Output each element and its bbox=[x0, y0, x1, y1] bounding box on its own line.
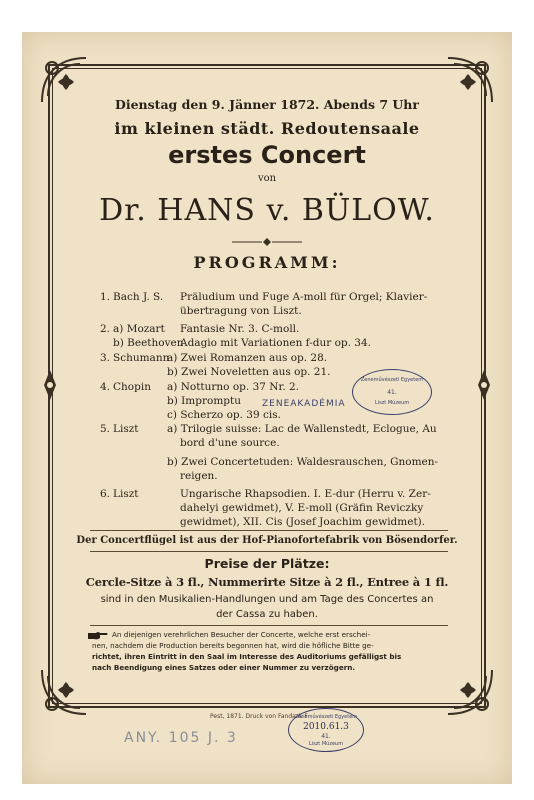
item-work-line: b) Zwei Concertetuden: Waldesrauschen, Gnomen- bbox=[167, 456, 439, 468]
item-work-line: dahelyi gewidmet), V. E-moll (Gräfin Reviczky bbox=[180, 502, 424, 514]
stamp-overlay-text: ZENEAKADÉMIA bbox=[262, 399, 346, 409]
notice-line: nach Beendigung eines Satzes oder einer Nummer zu verzögern. bbox=[92, 663, 356, 672]
prices-heading: Preise der Plätze: bbox=[204, 556, 330, 571]
prices-line: sind in den Musikalien-Handlungen und am Tage des Concertes an bbox=[100, 594, 434, 605]
item-composer: Chopin bbox=[113, 381, 151, 393]
item-work-line: gewidmet), XII. Cis (Josef Joachim gewidmet). bbox=[180, 516, 426, 528]
divider bbox=[90, 551, 448, 552]
prices-line: der Cassa zu haben. bbox=[216, 609, 318, 620]
item-number: 6. bbox=[100, 488, 111, 500]
pointing-hand-icon bbox=[88, 630, 108, 640]
item-number: 3. bbox=[100, 352, 111, 364]
side-ornament-left bbox=[43, 370, 57, 400]
item-composer: Bach J. S. bbox=[113, 291, 164, 303]
notice-line: richtet, ihren Eintritt in den Saal im Interesse des Auditoriums gefälligst bis bbox=[92, 652, 402, 661]
museum-stamp bbox=[288, 708, 364, 752]
item-work-line: übertragung von Liszt. bbox=[180, 305, 302, 317]
corner-ornament-bottom-right bbox=[444, 666, 496, 718]
printer-line: Pest, 1871. Druck von Fanda & F bbox=[210, 713, 308, 720]
program-heading: PROGRAMM: bbox=[193, 253, 341, 272]
museum-stamp bbox=[352, 369, 432, 415]
by-label: von bbox=[257, 173, 277, 184]
title-rule bbox=[232, 238, 302, 246]
item-composer: b) Beethoven bbox=[113, 337, 184, 349]
item-work-line: a) Notturno op. 37 Nr. 2. bbox=[167, 381, 300, 393]
item-work-line: a) Trilogie suisse: Lac de Wallenstedt, Eclogue, Au bbox=[167, 423, 437, 435]
item-number: 4. bbox=[100, 381, 111, 393]
item-work-line: Ungarische Rhapsodien. I. E-dur (Herru v. Zer- bbox=[180, 488, 431, 500]
stamp-text: Zeneművészeti Egyetem bbox=[360, 377, 424, 383]
notice-line: nen, nachdem die Production bereits begonnen hat, wird die höfliche Bitte ge- bbox=[92, 641, 374, 650]
item-work-line: b) Zwei Noveletten aus op. 21. bbox=[167, 366, 331, 378]
item-number: 2. bbox=[100, 323, 111, 335]
piano-note: Der Concertflügel ist aus der Hof-Pianofortefabrik von Bösendorfer. bbox=[76, 535, 458, 546]
item-work-line: Fantasie Nr. 3. C-moll. bbox=[180, 323, 300, 335]
side-ornament-right bbox=[477, 370, 491, 400]
item-composer: Liszt bbox=[113, 488, 139, 500]
performer-name: Dr. HANS v. BÜLOW. bbox=[99, 193, 435, 228]
item-work-line: Adagio mit Variationen f-dur op. 34. bbox=[180, 337, 371, 349]
divider bbox=[90, 530, 448, 531]
item-work-line: Präludium und Fuge A-moll für Orgel; Klavier- bbox=[180, 291, 428, 303]
corner-ornament-bottom-left bbox=[38, 666, 90, 718]
item-composer: Schumann bbox=[113, 352, 170, 364]
item-number: 1. bbox=[100, 291, 111, 303]
divider bbox=[90, 625, 448, 626]
venue-line: im kleinen städt. Redoutensaale bbox=[114, 119, 420, 138]
notice-line: An diejenigen verehrlichen Besucher der Concerte, welche erst erschei- bbox=[112, 630, 371, 639]
stamp-text: Zeneművészeti Egyetem bbox=[294, 714, 358, 720]
item-work-line: c) Scherzo op. 39 cis. bbox=[167, 409, 281, 421]
prices-line: Cercle-Sitze à 3 fl., Nummerirte Sitze à 2 fl., Entree à 1 fl. bbox=[85, 575, 449, 589]
item-work-line: reigen. bbox=[180, 470, 218, 482]
stamp-text: Liszt Múzeum bbox=[374, 400, 410, 406]
event-title: erstes Concert bbox=[168, 141, 366, 169]
handwritten-reference: ANY. 105 J. 3 bbox=[124, 730, 238, 746]
inventory-number: 2010.61.3 bbox=[303, 722, 349, 732]
item-number: 5. bbox=[100, 423, 111, 435]
item-work-line: bord d'une source. bbox=[180, 437, 280, 449]
item-composer: a) Mozart bbox=[113, 323, 165, 335]
item-composer: Liszt bbox=[113, 423, 139, 435]
stamp-number: 41. bbox=[321, 733, 331, 740]
stamp-text: Liszt Múzeum bbox=[308, 741, 344, 747]
date-line: Dienstag den 9. Jänner 1872. Abends 7 Uhr bbox=[115, 97, 419, 112]
item-work-line: b) Impromptu bbox=[167, 395, 241, 407]
stamp-number: 41. bbox=[387, 389, 397, 396]
item-work-line: a) Zwei Romanzen aus op. 28. bbox=[167, 352, 328, 364]
